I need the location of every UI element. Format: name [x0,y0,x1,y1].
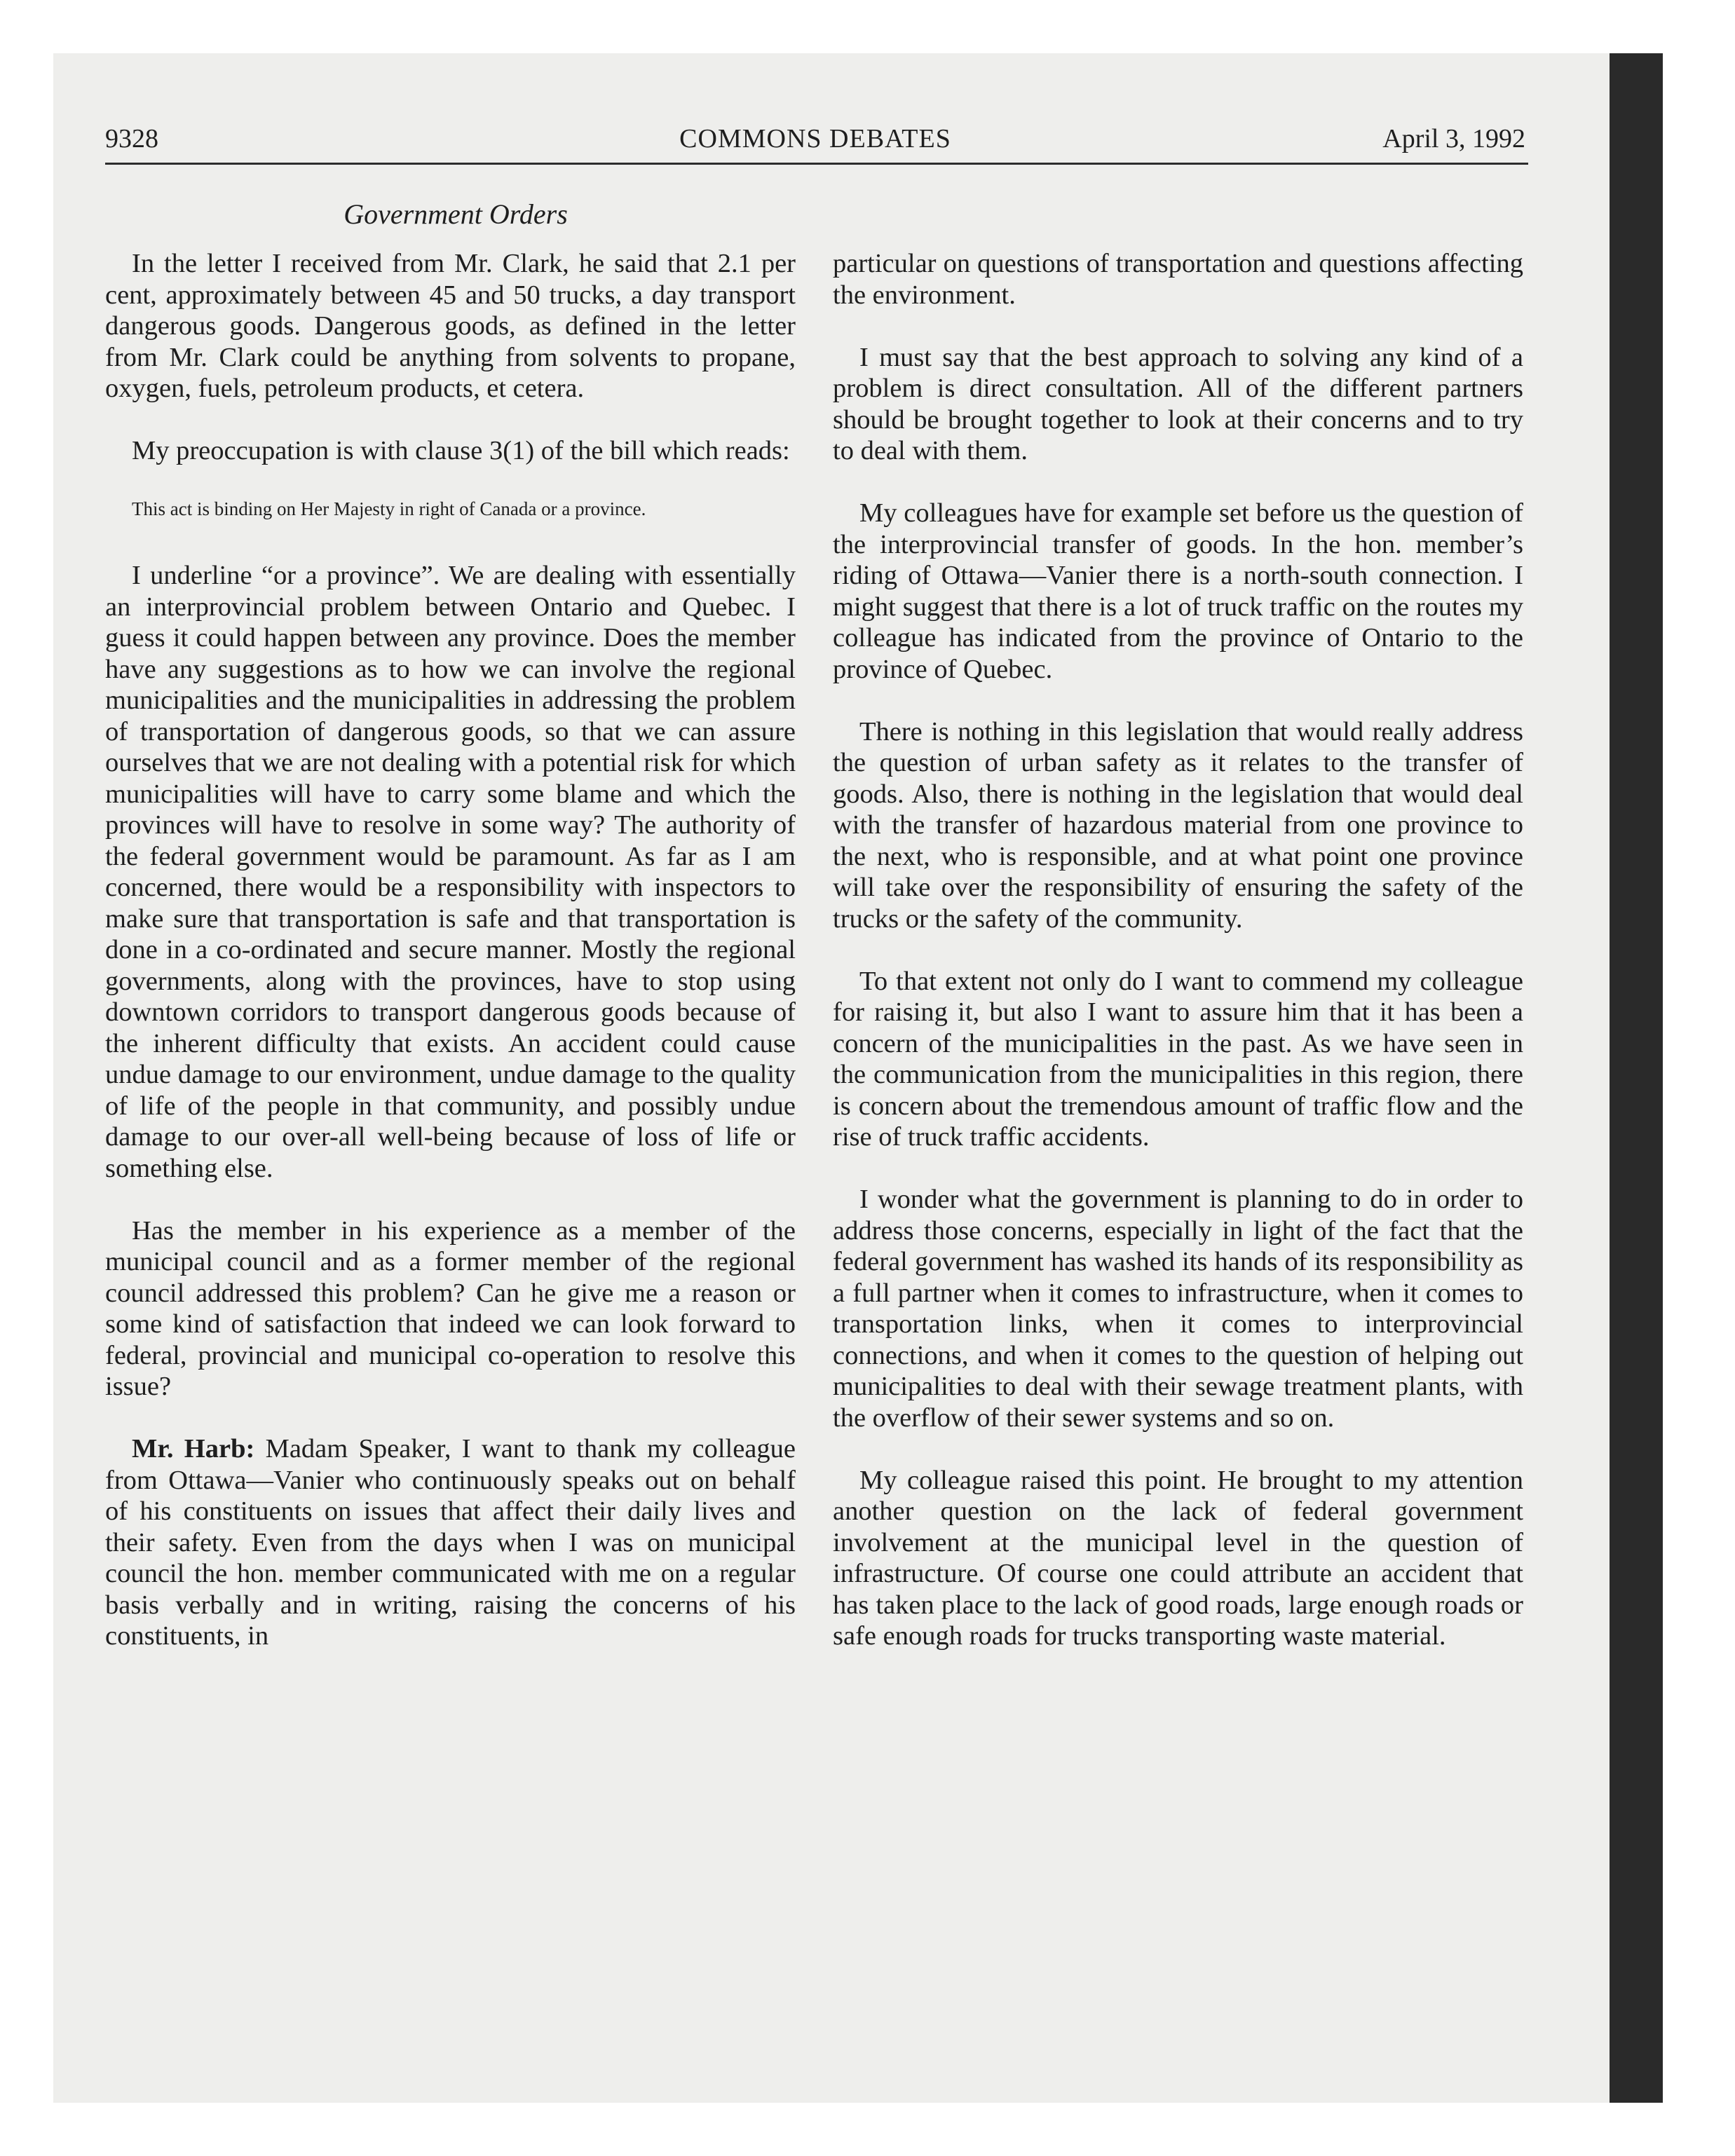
paragraph: My preoccupation is with clause 3(1) of the bill which reads: [132,436,790,465]
paragraph: Has the member in his experience as a member of the municipal council and as a former member of the regional council addressed this problem? Can he give me a reason or some kind of satisfaction that indeed we can look forward to federal, provincial and municipal co-operation to resolve this issue? [105,1215,796,1401]
speaker-name: Mr. Harb: [132,1434,255,1464]
paragraph: To that extent not only do I want to commend my colleague for raising it, but also I want to assure him that it has been a concern of the municipalities in the past. As we have seen in the communication from the municipalities in this region, there is concern about the tremendous amount of traffic flow and the rise of truck traffic accidents. [833,966,1523,1152]
paragraph: I underline “or a province”. We are dealing with essentially an interprovincial problem between Ontario and Quebec. I guess it could happen between any province. Does the member have any suggestions as to how we can involve the regional municipalities and the municipalities in addressing the problem of transportation of dangerous goods, so that we can assure ourselves that we are not dealing with a potential risk for which municipalities will have to carry some blame and which the provinces will have to resolve in some way? The authority of the federal government would be paramount. As far as I am concerned, there would be a responsibility with inspectors to make sure that transportation is safe and that transportation is done in a co-ordinated and secure manner. Mostly the regional governments, along with the provinces, have to stop using downtown corridors to transport dangerous goods because of the inherent difficulty that exists. An accident could cause undue damage to our environment, undue damage to the quality of life of the people in that community, and possibly undue damage to our over-all well-being because of loss of life or something else. [105,561,796,1183]
journal-title: COMMONS DEBATES [679,124,951,153]
paragraph: My colleagues have for example set before us the question of the interprovincial transfer of goods. In the hon. member’s riding of Ottawa—Vanier there is a north-south connection. I might suggest that there is a lot of truck traffic on the routes my colleague has indicated from the province of Ontario to the province of Quebec. [833,498,1523,684]
right-column [833,248,1523,1683]
header-rule [105,163,1528,165]
page-number: 9328 [105,124,158,153]
speaker-text: Madam Speaker, I want to thank my colleague from Ottawa—Vanier who continuously speaks out on behalf of his constituents on issues that affect their daily lives and their safety. Even from the days when I was on municipal council the hon. member communicated with me on a regular basis verbally and in writing, raising the concerns of his constituents, in [105,1434,796,1651]
paragraph: My colleague raised this point. He brought to my attention another question on the lack of federal government involvement at the municipal level in the question of infrastructure. Of course one could attribute an accident that has taken place to the lack of good roads, large enough roads or safe enough roads for trucks transporting waste material. [833,1465,1523,1651]
section-title: Government Orders [343,198,568,230]
paragraph: I wonder what the government is planning to do in order to address those concerns, especially in light of the fact that the federal government has washed its hands of its responsibility as a full partner when it comes to infrastructure, when it comes to transportation links, when it comes to interprovincial connections, and when it comes to the question of helping out municipalities to deal with their sewage treatment plants, with the overflow of their sewer systems and so on. [833,1185,1523,1433]
paragraph: There is nothing in this legislation that would really address the question of urban safety as it relates to the transfer of goods. Also, there is nothing in the legislation that would deal with the transfer of hazardous material from one province to the next, who is responsible, and at what point one province will take over the responsibility of ensuring the safety of the trucks or the safety of the community. [833,716,1523,934]
left-column [105,248,796,1683]
scan-edge-bar [1610,53,1663,2103]
paragraph: In the letter I received from Mr. Clark, he said that 2.1 per cent, approximately between 45 and 50 trucks, a day transport dangerous goods. Dangerous goods, as defined in the letter from Mr. Clark could be anything from solvents to propane, oxygen, fuels, petroleum products, et cetera. [105,249,796,403]
page-header [105,123,1525,163]
bill-quote: This act is binding on Her Majesty in right of Canada or a province. [132,498,646,519]
paragraph-continued: particular on questions of transportation and questions affecting the environment. [833,249,1523,310]
issue-date: April 3, 1992 [1382,124,1525,153]
paragraph: I must say that the best approach to solving any kind of a problem is direct consultation. All of the different partners should be brought together to look at their concerns and to try to deal with them. [833,342,1523,465]
speaker-paragraph [105,1433,796,1652]
